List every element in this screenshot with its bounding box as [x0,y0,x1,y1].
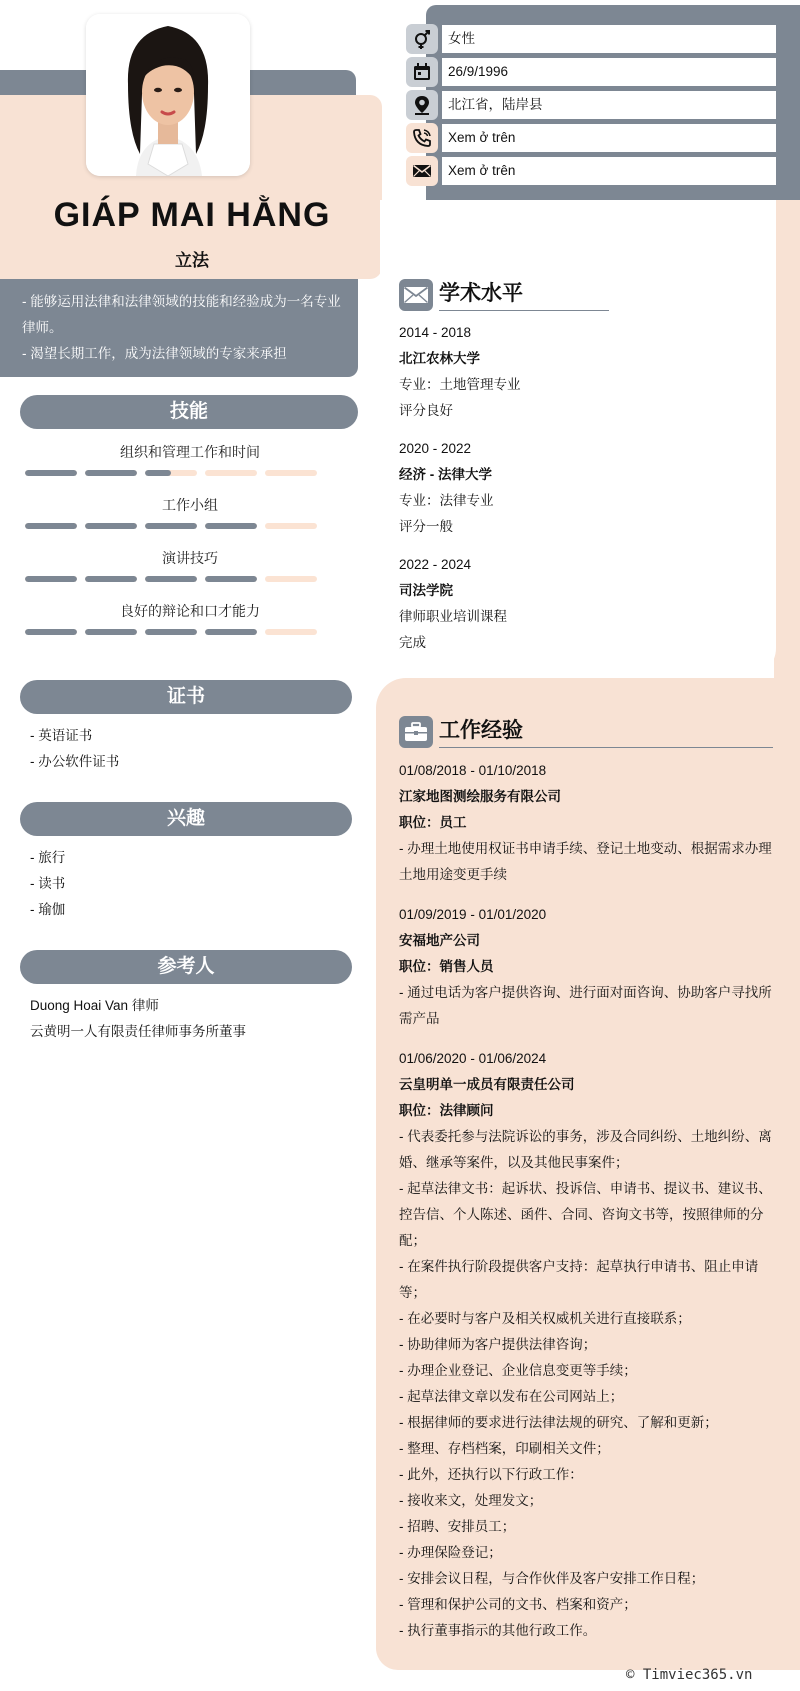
contact-address [406,90,776,120]
skill-bar-fill [85,629,137,635]
list-item: - 英语证书 [30,728,93,743]
skill-item [20,440,360,493]
briefcase-icon [399,716,433,748]
skill-bar-segment [265,629,317,635]
experience-detail: - 整理、存档档案，印刷相关文件； [399,1441,610,1456]
skill-item [20,599,360,652]
list-item: 云黄明一人有限责任律师事务所董事 [30,1024,246,1039]
education-result: 完成 [399,635,426,650]
skill-bar-fill [25,470,77,476]
list-item: - 读书 [30,876,66,891]
experience-item [399,758,777,888]
skill-bar-segment [25,523,77,529]
skill-rating [20,470,360,476]
list-item: - 瑜伽 [30,902,66,917]
experience-list [399,758,777,1658]
skill-bar-segment [265,523,317,529]
contact-gender [406,24,776,54]
objective-line: - 能够运用法律和法律领域的技能和经验成为一名专业律师。 [22,294,341,335]
education-school: 司法学院 [399,583,453,598]
address-value: 北江省，陆岸县 [442,91,776,119]
experience-detail: - 此外，还执行以下行政工作： [399,1467,583,1482]
skill-bar-fill [25,523,77,529]
education-heading [399,279,609,311]
skill-name: 工作小组 [162,497,218,513]
education-item [399,552,779,656]
education-major: 律师职业培训课程 [399,609,507,624]
mail-icon [399,279,433,311]
skill-bar-fill [85,523,137,529]
experience-company: 安福地产公司 [399,933,480,948]
experience-detail: - 协助律师为客户提供法律咨询； [399,1337,597,1352]
phone-value: Xem ở trên [442,124,776,152]
skill-bar-fill [205,576,257,582]
hobbies-heading: 兴趣 [20,802,352,836]
avatar [86,14,250,176]
education-item [399,320,779,424]
skill-bar-fill [205,523,257,529]
experience-position: 职位：员工 [399,815,467,830]
skill-bar-fill [25,629,77,635]
references-list [30,993,246,1045]
experience-period: 01/08/2018 - 01/10/2018 [399,763,547,778]
education-title: 学术水平 [439,279,609,311]
skill-name: 演讲技巧 [162,550,218,566]
skill-rating [20,629,360,635]
experience-detail: - 管理和保护公司的文书、档案和资产； [399,1597,637,1612]
skill-bar-segment [25,470,77,476]
experience-item [399,902,777,1032]
experience-heading [399,716,773,748]
contact-list [406,24,776,189]
contact-birthday [406,57,776,87]
footer-credit: © Timviec365.vn [626,1667,753,1683]
skill-bar-segment [85,629,137,635]
skill-bar-segment [205,470,257,476]
contact-phone [406,123,776,153]
calendar-icon [406,57,438,87]
experience-detail: - 起草法律文书：起诉状、投诉信、申请书、提议书、建议书、控告信、个人陈述、函件、合同、咨询文书等，按照律师的分配； [399,1181,772,1248]
education-major: 专业：土地管理专业 [399,377,521,392]
candidate-name: GIÁP MAI HẰNG [53,196,331,234]
birthday-value: 26/9/1996 [442,58,776,86]
education-item [399,436,779,540]
skill-bar-segment [205,629,257,635]
experience-detail: - 办理保险登记； [399,1545,502,1560]
skill-bar-fill [205,629,257,635]
list-item: - 办公软件证书 [30,754,120,769]
experience-detail: - 接收来文，处理发文； [399,1493,543,1508]
contact-email [406,156,776,186]
skill-bar-segment [85,470,137,476]
skill-bar-segment [145,576,197,582]
experience-detail: - 根据律师的要求进行法律法规的研究、了解和更新； [399,1415,718,1430]
skill-bar-fill [145,470,171,476]
experience-title: 工作经验 [439,716,773,748]
skill-bar-segment [25,576,77,582]
skill-bar-segment [145,523,197,529]
education-result: 评分一般 [399,519,453,534]
education-period: 2022 - 2024 [399,557,472,572]
experience-detail: - 办理企业登记、企业信息变更等手续； [399,1363,637,1378]
skill-bar-segment [265,576,317,582]
education-result: 评分良好 [399,403,453,418]
objective-line: - 渴望长期工作，成为法律领域的专家来承担 [22,346,287,361]
experience-position: 职位：法律顾问 [399,1103,494,1118]
gender-icon [406,24,438,54]
skill-item [20,546,360,599]
experience-detail: - 安排会议日程，与合作伙伴及客户安排工作日程； [399,1571,705,1586]
skill-bar-segment [85,576,137,582]
education-major: 专业：法律专业 [399,493,494,508]
job-title: 立法 [175,251,209,270]
experience-detail: - 通过电话为客户提供咨询、进行面对面咨询、协助客户寻找所需产品 [399,985,772,1026]
certificates-list [30,723,119,775]
hobbies-list [30,845,65,923]
skill-bar-fill [85,576,137,582]
skill-name: 良好的辩论和口才能力 [120,603,260,619]
skill-item [20,493,360,546]
education-period: 2014 - 2018 [399,325,472,340]
experience-company: 云皇明单一成员有限责任公司 [399,1077,575,1092]
skill-bar-fill [145,629,197,635]
experience-detail: - 代表委托参与法院诉讼的事务，涉及合同纠纷、土地纠纷、离婚、继承等案件，以及其他民事案件； [399,1129,772,1170]
mail-icon [406,156,438,186]
skill-bar-fill [25,576,77,582]
skill-bar-segment [145,629,197,635]
skill-bar-segment [205,523,257,529]
education-school: 北江农林大学 [399,351,480,366]
list-item: - 旅行 [30,850,66,865]
education-period: 2020 - 2022 [399,441,472,456]
experience-position: 职位：销售人员 [399,959,494,974]
education-list [399,320,779,668]
location-icon [406,90,438,120]
skills-list [20,440,360,652]
list-item: Duong Hoai Van 律师 [30,998,159,1013]
email-value: Xem ở trên [442,157,776,185]
skill-bar-fill [145,523,197,529]
skill-name: 组织和管理工作和时间 [120,444,260,460]
skill-bar-segment [145,470,197,476]
experience-company: 江家地图测绘服务有限公司 [399,789,561,804]
experience-detail: - 办理土地使用权证书申请手续、登记土地变动、根据需求办理土地用途变更手续 [399,841,772,882]
phone-icon [406,123,438,153]
experience-period: 01/06/2020 - 01/06/2024 [399,1051,547,1066]
experience-detail: - 招聘、安排员工； [399,1519,516,1534]
experience-period: 01/09/2019 - 01/01/2020 [399,907,547,922]
experience-detail: - 执行董事指示的其他行政工作。 [399,1623,597,1638]
experience-item [399,1046,777,1644]
skill-bar-segment [265,470,317,476]
skill-rating [20,523,360,529]
experience-detail: - 在必要时与客户及相关权威机关进行直接联系； [399,1311,691,1326]
skills-heading: 技能 [20,395,358,429]
skill-bar-fill [85,470,137,476]
gender-value: 女性 [442,25,776,53]
certificates-heading: 证书 [20,680,352,714]
skill-bar-segment [85,523,137,529]
skill-bar-segment [205,576,257,582]
skill-rating [20,576,360,582]
skill-bar-fill [145,576,197,582]
career-objective [22,289,352,367]
references-heading: 参考人 [20,950,352,984]
skill-bar-segment [25,629,77,635]
education-school: 经济 - 法律大学 [399,467,492,482]
experience-detail: - 在案件执行阶段提供客户支持：起草执行申请书、阻止申请等； [399,1259,759,1300]
experience-detail: - 起草法律文章以发布在公司网站上； [399,1389,624,1404]
